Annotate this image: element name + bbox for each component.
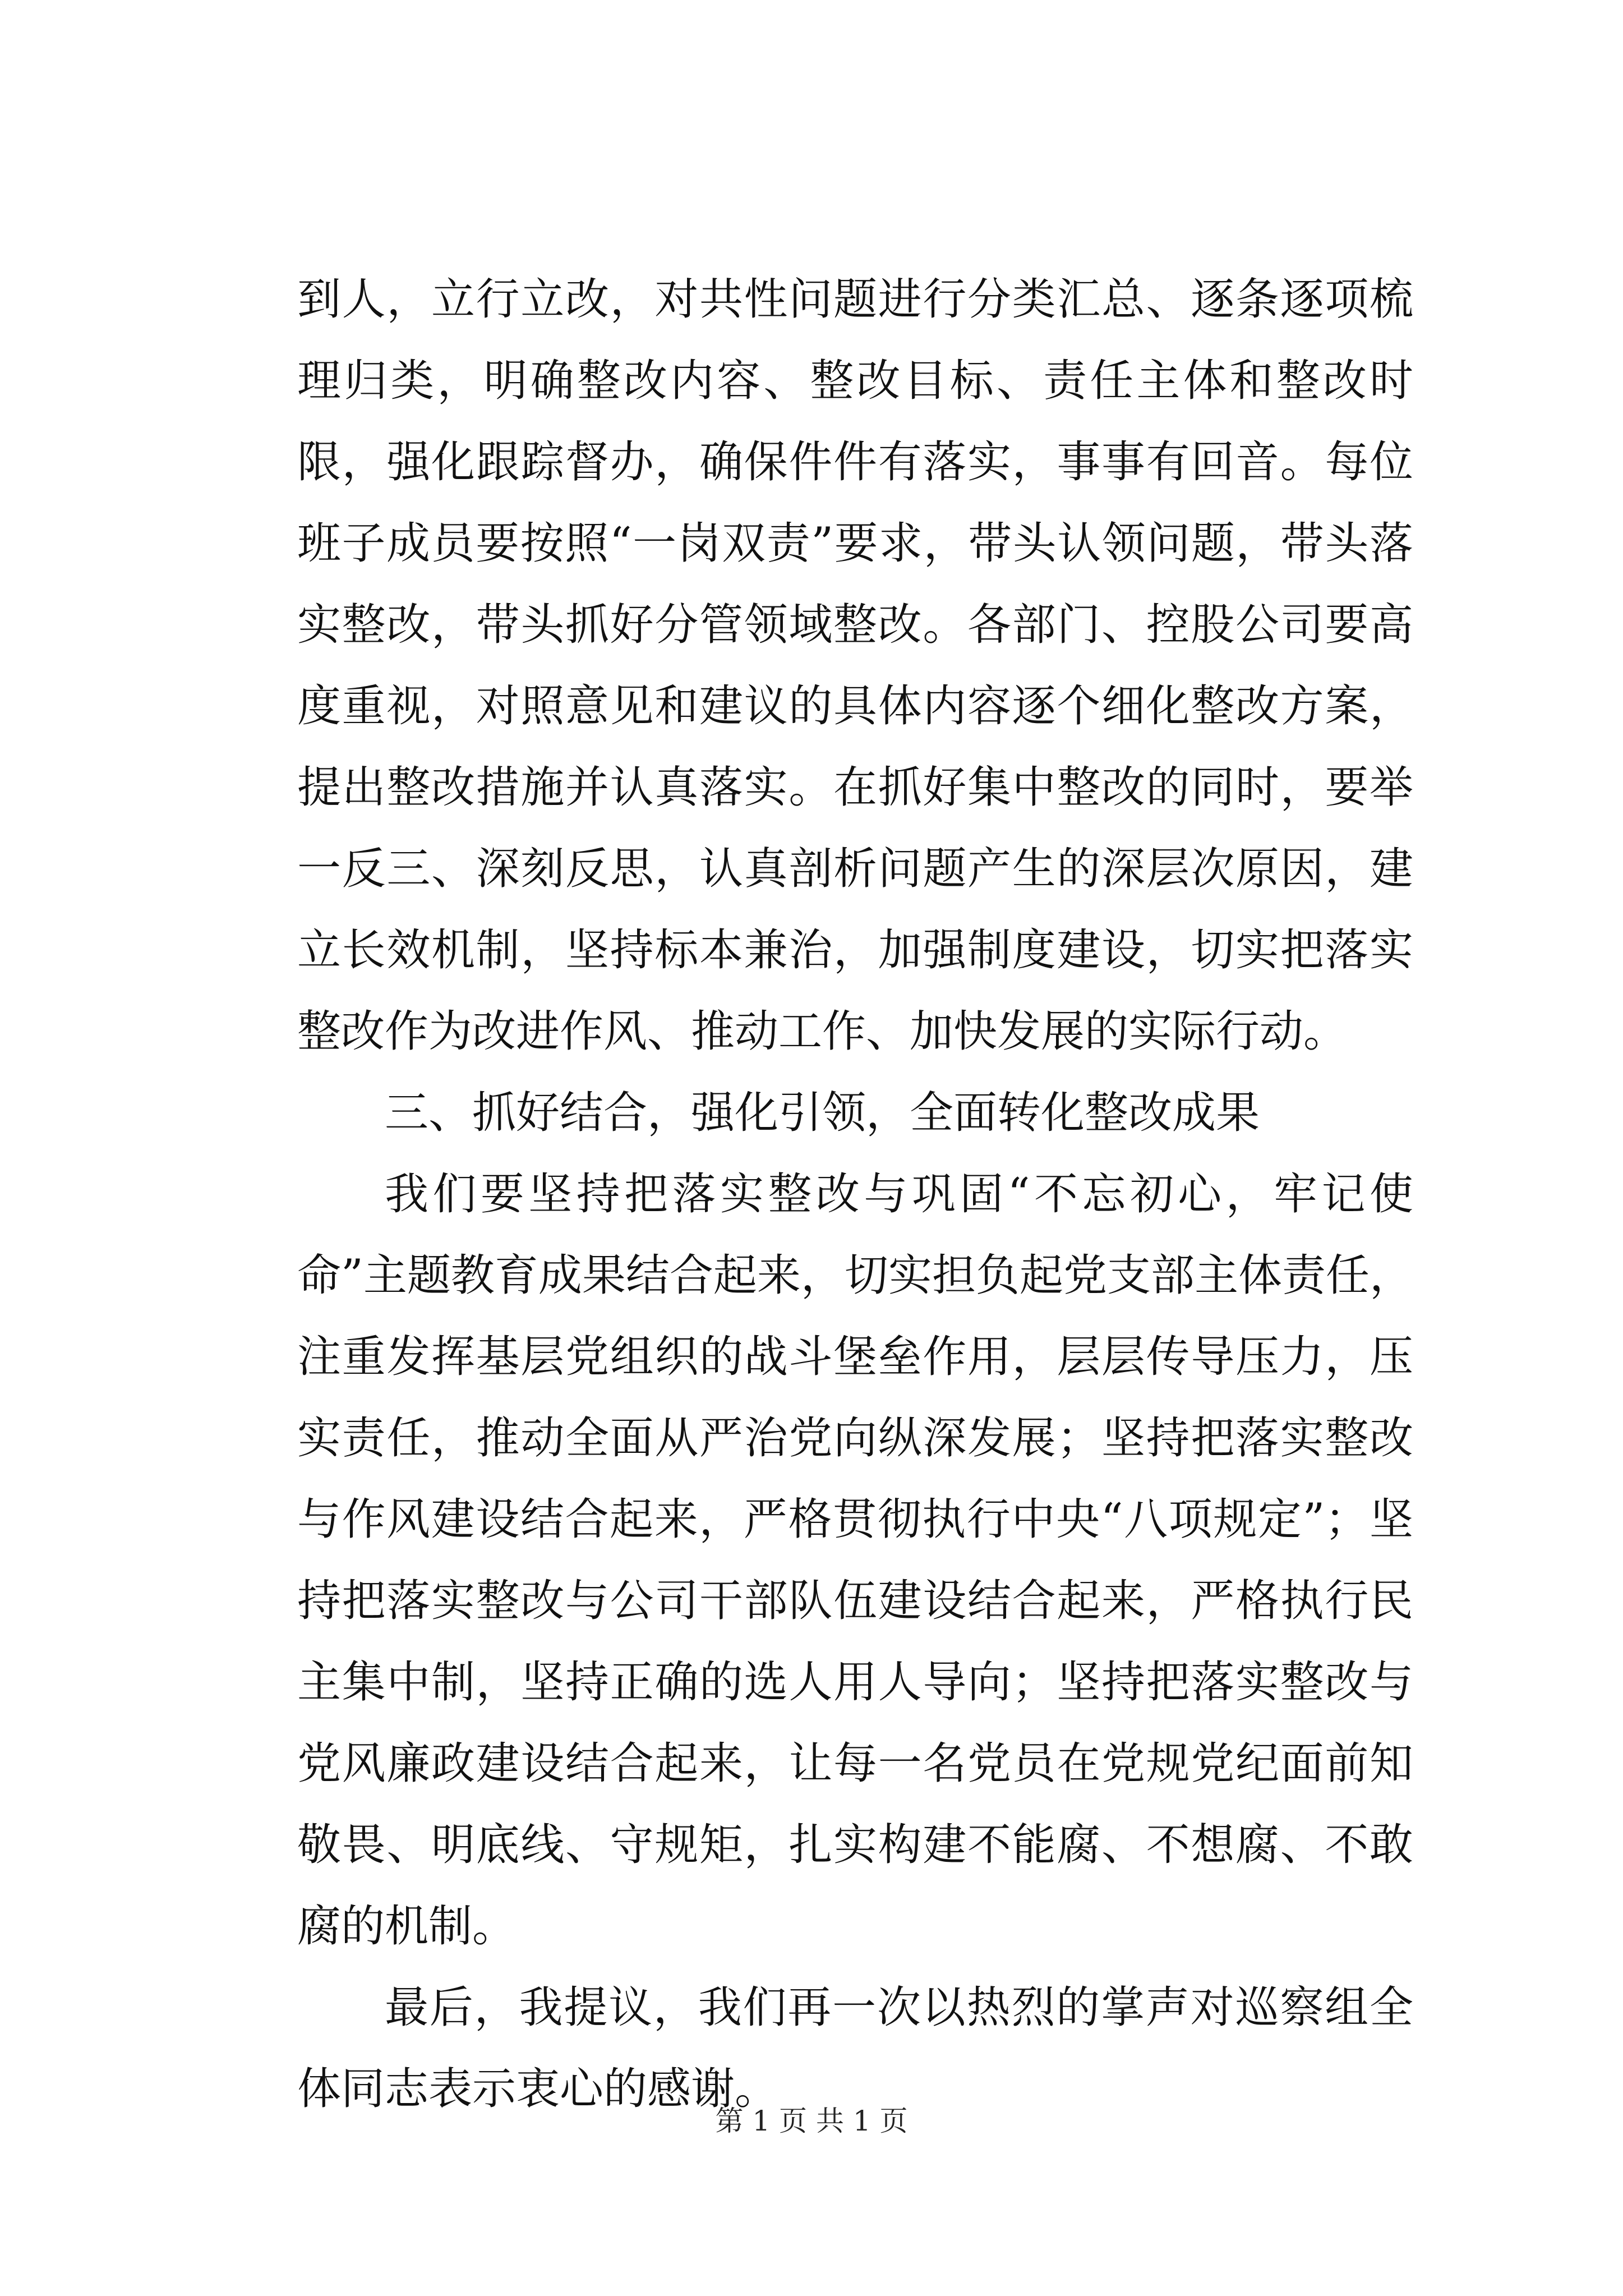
page-footer: 第 1 页 共 1 页	[715, 2105, 908, 2137]
document-body	[297, 259, 1413, 2130]
paragraph-continuation: 到人，立行立改，对共性问题进行分类汇总、逐条逐项梳理归类，明确整改内容、整改目标、责任主体和整改时限，强化跟踪督办，确保件件有落实，事事有回音。每位班子成员要按照“一岗双责”要求，带头认领问题，带头落实整改，带头抓好分管领域整改。各部门、控股公司要高度重视，对照意见和建议的具体内容逐个细化整改方案，提出整改措施并认真落实。在抓好集中整改的同时，要举一反三、深刻反思，认真剖析问题产生的深层次原因，建立长效机制，坚持标本兼治，加强制度建设，切实把落实整改作为改进作风、推动工作、加快发展的实际行动。	[297, 274, 1413, 1057]
paragraph-closing: 最后，我提议，我们再一次以热烈的掌声对巡察组全体同志表示衷心的感谢。	[297, 1982, 1413, 2114]
paragraph-body: 我们要坚持把落实整改与巩固“不忘初心，牢记使命”主题教育成果结合起来，切实担负起党支部主体责任，注重发挥基层党组织的战斗堡垒作用，层层传导压力，压实责任，推动全面从严治党向纵深发展；坚持把落实整改与作风建设结合起来，严格贯彻执行中央“八项规定”；坚持把落实整改与公司干部队伍建设结合起来，严格执行民主集中制，坚持正确的选人用人导向；坚持把落实整改与党风廉政建设结合起来，让每一名党员在党规党纪面前知敬畏、明底线、守规矩，扎实构建不能腐、不想腐、不敢腐的机制。	[297, 1169, 1413, 1952]
section-heading: 三、抓好结合，强化引领，全面转化整改成果	[385, 1088, 1260, 1138]
